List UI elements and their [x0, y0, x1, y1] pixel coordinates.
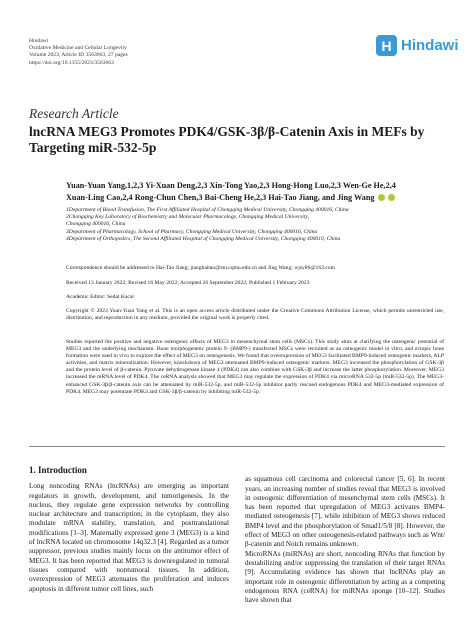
affiliation-2-cont: Chongqing 400016, China — [66, 221, 126, 228]
article-title: lncRNA MEG3 Promotes PDK4/GSK-3β/β-Catenin Axis in MEFs by Targeting miR-532-5p — [29, 124, 425, 155]
hindawi-logo-icon: H — [376, 35, 397, 56]
abstract: Studies reported the positive and negative osteogenic effects of MEG3 in mesenchymal stem cells (MSCs). This study aims at clarifying the osteogenic potential of MEG3 and the underlying mechanism. Bone morphogenetic protein 9- (BMP9-) transfected MSCs were recruited as an osteogenic model in vitro, and ectopic bone formation were used in vivo to explore the effect of MEG3 on osteogenesis. We found that overexpression of MEG3 facilitated BMP9-induced osteogenic markers, ALP activities, and matrix mineralization. However, knockdown of MEG3 attenuated BMP9-induced osteogenic markers. MEG3 increased the phosphorylation of GSK-3β and the protein level of β-catenin. Pyruvate dehydrogenase kinase 4 (PDK4) can also combine with GSK-3β and increase the latter phosphorylation. Moreover, MEG3 increased the mRNA level of PDK4. The ceRNA analysis showed that MEG3 may regulate the expression of PDK4 via microRNA 532-5p (miR-532-5p). The MEG3-enhanced GSK-3β/β-catenin axis can be attenuated by miR-532-5p, and miR-532-5p inhibitor partly rescued endogenous PDK4 and MEG3-mediated expression of PDK4. MEG3 may potentiate PDK4 and GSK-3β/β-catenin by inhibiting miR-532-5p. — [66, 339, 444, 395]
volume-info: Volume 2023, Article ID 3563663, 27 pages — [29, 52, 128, 59]
body-right-column — [245, 466, 445, 615]
section-divider — [29, 446, 445, 447]
affiliation-1: 1Department of Blood Transfusion, The First Affiliated Hospital of Chongqing Medical University, Chongqing 400016, China — [66, 207, 349, 213]
affiliations — [66, 207, 446, 243]
introduction-heading: 1. Introduction — [29, 465, 87, 475]
body-left-column — [29, 466, 229, 594]
hindawi-logo — [376, 35, 459, 56]
journal-name: Oxidative Medicine and Cellular Longevity — [29, 45, 127, 52]
affiliation-2: 2Chongqing Key Laboratory of Biochemistry and Molecular Pharmacology, Chongqing Medical University, — [66, 214, 309, 221]
authors-line-2 — [66, 192, 446, 204]
authors-line-2-text: Xuan-Ling Cao,2,4 Rong-Chun Chen,3 Bai-Cheng He,2,3 Hai-Tao Jiang, and Jing Wang — [66, 192, 375, 202]
correspondence: Correspondence should be addressed to Hai-Tao Jiang; jianghaitao@stu.cqmu.edu.cn and Jing Wang; wjsy86@163.com — [66, 265, 335, 271]
orcid-icon[interactable] — [378, 194, 385, 201]
journal-meta — [29, 38, 128, 67]
orcid-icon[interactable] — [388, 194, 395, 201]
copyright-notice: Copyright © 2023 Yuan-Yuan Yang et al. This is an open access article distributed under the Creative Commons Attribution License, which permits unrestricted use, distribution, and reproduction in any medium, provided the original work is properly cited. — [66, 308, 444, 322]
body-right-text: as squamous cell carcinoma and colorectal cancer [5, 6]. In recent years, an increasing number of studies reveal that MEG3 is involved in osteogenic differentiation of mesenchymal stem cells (MSCs). It has been reported that upregulation of MEG3 activates BMP4-mediated osteogenesis [7], while inhibition of MEG3 shows reduced BMP4 level and the phosphorylation of Smad1/5/8 [8]. However, the effect of MEG3 on other osteogenesis-related pathways such as Wnt/β-catenin and Notch remains unknown. MicroRNAs (miRNAs) are short, noncoding RNAs that function by destabilizing and/or suppressing the translation of their target RNAs [9]. Accumulating evidence has shown that lncRNAs play an important role in osteogenic differentiation by acting as a competing endogenous RNA (ceRNA) for miRNAs sponge [10–12]. Studies have shown that — [245, 475, 445, 605]
author-list — [66, 180, 446, 203]
publication-dates: Received 13 January 2022; Revised 16 May 2022; Accepted 26 September 2022; Published 1 February 2023 — [66, 280, 310, 286]
affiliation-3: 3Department of Pharmacology, School of Pharmacy, Chongqing Medical University, Chongqing 400016, China — [66, 228, 318, 235]
academic-editor: Academic Editor: Sedat Kacar — [66, 294, 135, 300]
hindawi-logo-text: Hindawi — [401, 37, 459, 54]
article-type: Research Article — [29, 106, 119, 121]
authors-line-1: Yuan-Yuan Yang,1,2,3 Yi-Xuan Deng,2,3 Xin-Tong Yao,2,3 Hong-Hong Luo,2,3 Wen-Ge He,2,4 — [66, 181, 396, 190]
publisher-name: Hindawi — [29, 38, 49, 44]
body-left-text: Long noncoding RNAs (lncRNAs) are emerging as important regulators in growth, development, and tumorigenesis. In the nucleus, they regulate gene expression networks by controlling nuclear architecture and transcription; in the cytoplasm, they also modulate mRNA stability, translation, and posttranslational modifications [1–3]. Maternally expressed gene 3 (MEG3) is a kind of lncRNA located on chromosome 14q32.3 [4]. Regarded as a tumor suppressor, previous studies mainly focus on the antitumor effect of MEG3. It has been reported that MEG3 is downregulated in tumoral tissues compared with nontumoral tissues. In addition, overexpression of MEG3 attenuates the proliferation and induces apoptosis in different tumor cell lines, such — [29, 482, 230, 593]
affiliation-4: 4Department of Orthopedics, The Second Affiliated Hospital of Chongqing Medical University, Chongqing 400010, China — [66, 235, 341, 242]
doi-link[interactable]: https://doi.org/10.1155/2023/3563663 — [29, 59, 114, 66]
